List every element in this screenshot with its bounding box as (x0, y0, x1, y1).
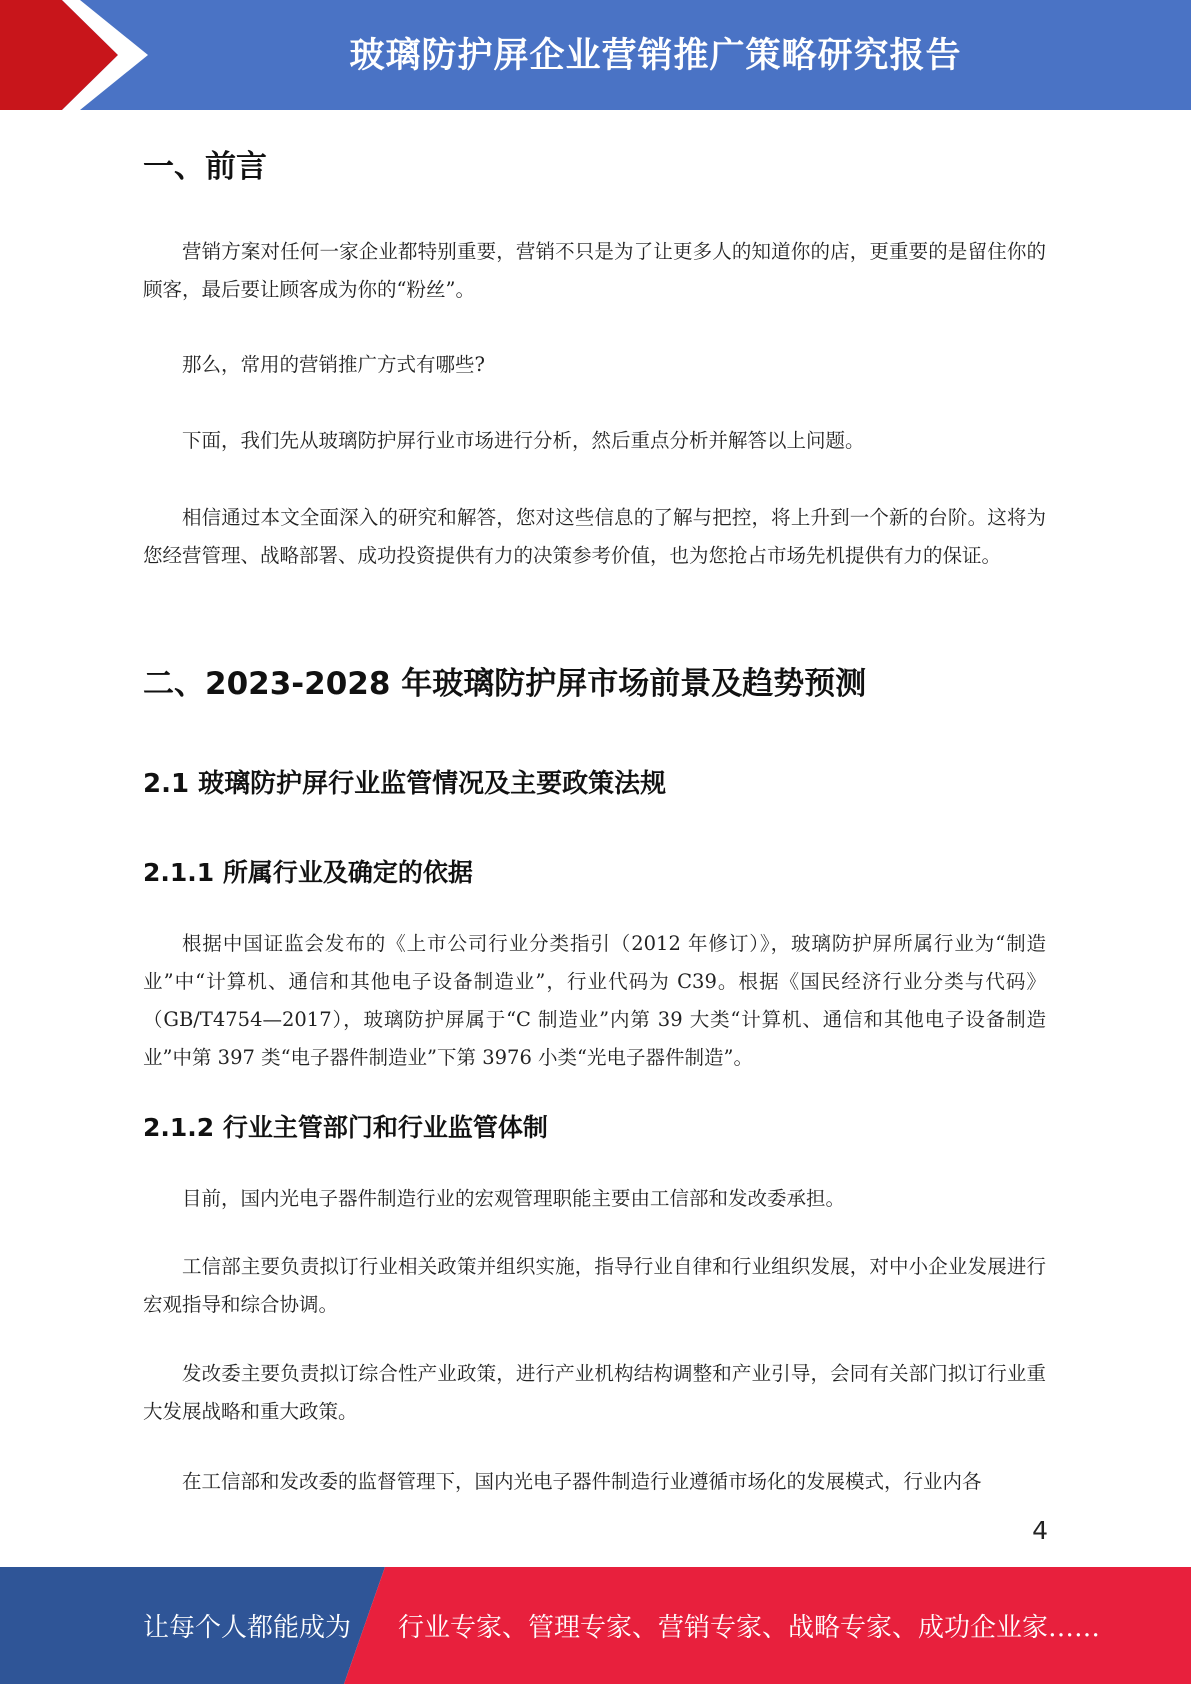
subsubsection-heading: 2.1.1 所属行业及确定的依据 (143, 858, 473, 887)
paragraph: 工信部主要负责拟订行业相关政策并组织实施，指导行业自律和行业组织发展，对中小企业发展进行宏观指导和综合协调。 (143, 1255, 1046, 1316)
header-band (0, 0, 1191, 110)
paragraph: 在工信部和发改委的监督管理下，国内光电子器件制造行业遵循市场化的发展模式，行业内各 (182, 1470, 982, 1493)
footer-slogan-left: 让每个人都能成为 (143, 1613, 352, 1643)
paragraph: 发改委主要负责拟订综合性产业政策，进行产业机构结构调整和产业引导，会同有关部门拟订行业重大发展战略和重大政策。 (143, 1362, 1046, 1423)
footer-band (0, 1567, 1191, 1684)
paragraph: 下面，我们先从玻璃防护屏行业市场进行分析，然后重点分析并解答以上问题。 (182, 429, 865, 452)
section-heading-market-outlook: 二、2023-2028 年玻璃防护屏市场前景及趋势预测 (143, 666, 867, 702)
header-arrow-decoration (0, 0, 160, 110)
paragraph: 根据中国证监会发布的《上市公司行业分类指引（2012 年修订）》，玻璃防护屏所属行业为“制造业”中“计算机、通信和其他电子设备制造业”，行业代码为 C39。根据《国民经济行业分类与代码》（GB/T4754—2017），玻璃防护屏属于“C 制造业”内第 39 大类“计算机、通信和其他电子设备制造业”中第 397 类“电子器件制造业”下第 3976 小类“光电子器件制造”。 (143, 932, 1046, 1069)
report-title: 玻璃防护屏企业营销推广策略研究报告 (349, 36, 962, 76)
page-number: 4 (1032, 1516, 1048, 1545)
footer-slogan-right: 行业专家、管理专家、营销专家、战略专家、成功企业家…… (398, 1613, 1101, 1643)
paragraph: 目前，国内光电子器件制造行业的宏观管理职能主要由工信部和发改委承担。 (182, 1187, 846, 1210)
section-heading-preface: 一、前言 (143, 149, 267, 185)
subsubsection-heading: 2.1.2 行业主管部门和行业监管体制 (143, 1113, 548, 1142)
paragraph: 那么，常用的营销推广方式有哪些? (182, 353, 485, 376)
subsection-heading: 2.1 玻璃防护屏行业监管情况及主要政策法规 (143, 769, 667, 799)
paragraph: 营销方案对任何一家企业都特别重要，营销不只是为了让更多人的知道你的店，更重要的是留住你的顾客，最后要让顾客成为你的“粉丝”。 (143, 240, 1046, 301)
paragraph: 相信通过本文全面深入的研究和解答，您对这些信息的了解与把控，将上升到一个新的台阶。这将为您经营管理、战略部署、成功投资提供有力的决策参考价值，也为您抢占市场先机提供有力的保证。 (143, 506, 1046, 567)
